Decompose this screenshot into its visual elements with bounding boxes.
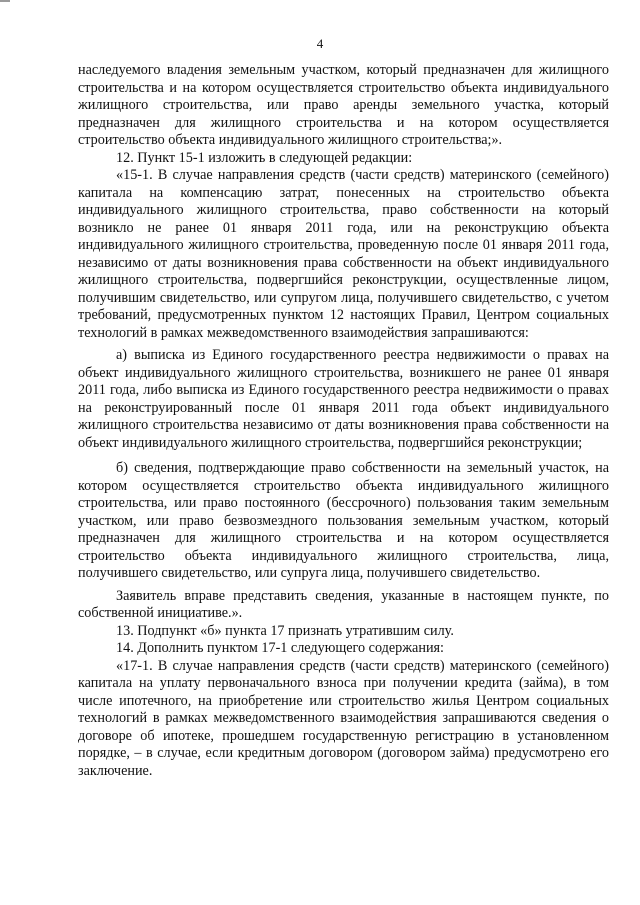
paragraph-clause-15-1: «15-1. В случае направления средств (части средств) материнского (семейного) капитала на компенсацию затрат, понесенных на строительство объекта индивидуального жилищного строительства, право собственности на который возникло не ранее 01 января 2011 года, или на реконструкцию объекта индивидуального жилищного строительства, проведенную после 01 января 2011 года, независимо от даты возникновения права собственности на объект индивидуального жилищного строительства, подвергшийся реконструкции, осуществленные лицом, получившим свидетельство, или супругом лица, получившего свидетельство, с учетом требований, предусмотренных пунктом 12 настоящих Правил, Центром социальных технологий в рамках межведомственного взаимодействия запрашиваются: [78,167,609,341]
paragraph-item-12: 12. Пункт 15-1 изложить в следующей редакции: [116,149,413,166]
scan-corner-mark [0,0,10,2]
page-number: 4 [316,36,324,51]
paragraph-subitem-b: б) сведения, подтверждающие право собственности на земельный участок, на котором осуществляется строительство объекта индивидуального жилищного строительства, или право постоянного (бессрочного) пользования таким земельным участком, или право безвозмездного пользования земельным участком, который предназначен для жилищного строительства и на котором осуществляется строительство объекта индивидуального жилищного строительства, лица, получившего свидетельство, или супруга лица, получившего свидетельство. [78,460,609,581]
paragraph-item-13: 13. Подпункт «б» пункта 17 признать утратившим силу. [116,622,454,639]
paragraph-item-14: 14. Дополнить пунктом 17-1 следующего содержания: [116,640,445,656]
paragraph-applicant-note: Заявитель вправе представить сведения, указанные в настоящем пункте, по собственной инициативе.». [78,587,609,621]
document-body [78,62,609,780]
paragraph-clause-17-1: «17-1. В случае направления средств (части средств) материнского (семейного) капитала на уплату первоначального взноса при получении кредита (займа), в том числе ипотечного, на приобретение или строительство жилья Центром социальных технологий в рамках межведомственного взаимодействия запрашиваются сведения о договоре об ипотеке, прошедшем государственную регистрацию в установленном порядке, – в случае, если кредитным договором (договором займа) предусмотрено его заключение. [78,657,609,779]
paragraph-continuation: наследуемого владения земельным участком, который предназначен для жилищного строительства и на котором осуществляется строительство объекта индивидуального жилищного строительства, или право аренды земельного участка, который предназначен для жилищного строительства и на котором осуществляется строительство объекта индивидуального жилищного строительства;». [78,62,609,148]
paragraph-subitem-a: а) выписка из Единого государственного реестра недвижимости о правах на объект индивидуального жилищного строительства, возникшего не ранее 01 января 2011 года, либо выписка из Единого государственного реестра недвижимости о правах на реконструированный после 01 января 2011 года объект индивидуального жилищного строительства независимо от даты возникновения права собственности на объект индивидуального жилищного строительства, подвергшийся реконструкции; [78,347,609,451]
